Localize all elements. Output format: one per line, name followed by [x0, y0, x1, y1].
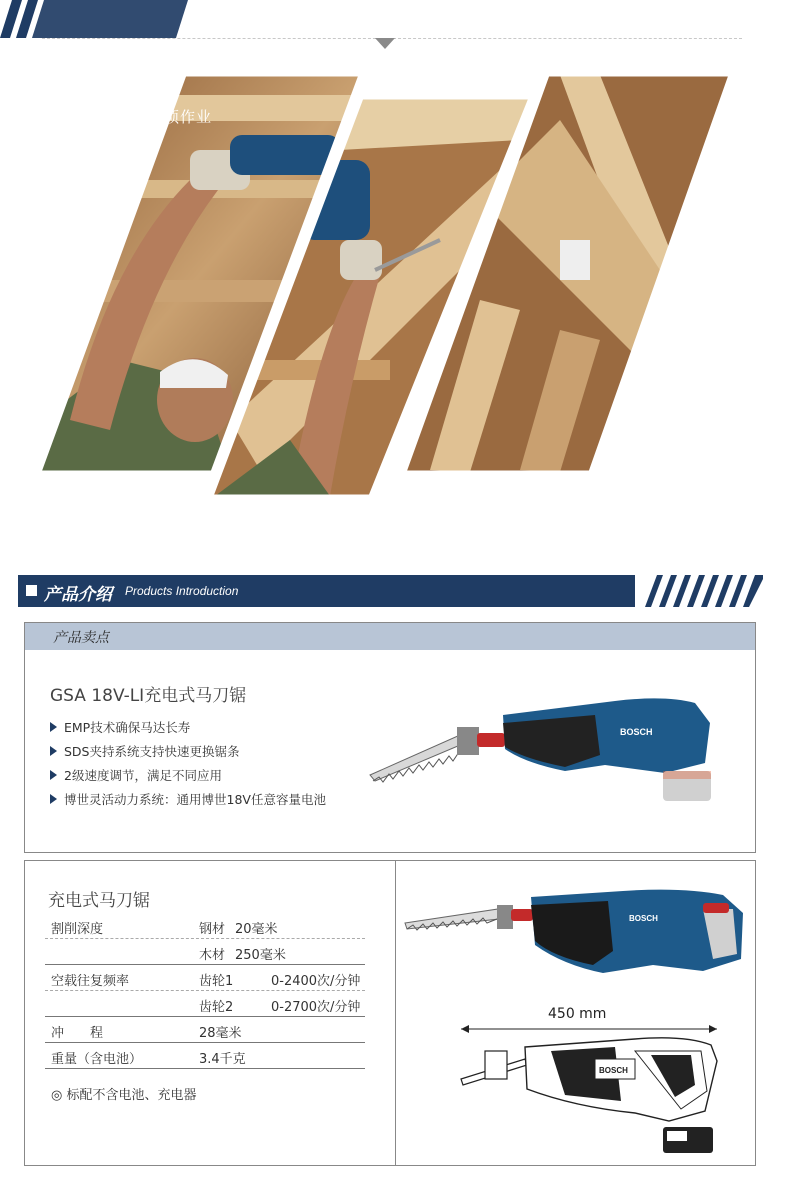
- triangle-bullet-icon: [50, 722, 57, 732]
- spec-label: 重量（含电池）: [51, 1052, 143, 1067]
- feature-text: SDS夹持系统支持快速更换锯条: [64, 744, 240, 759]
- spec-key: 3.4千克: [199, 1052, 246, 1067]
- spec-value: 20毫米: [235, 922, 278, 937]
- table-row: [45, 913, 365, 939]
- list-item: [50, 763, 326, 787]
- dimension-label: 450 mm: [548, 1006, 607, 1022]
- spec-value: 0-2400次/分钟: [271, 974, 361, 989]
- feature-text: 博世灵活动力系统：通用博世18V任意容量电池: [64, 792, 326, 807]
- reciprocating-saw-image: [365, 663, 715, 813]
- feature-text: EMP技术确保马达长寿: [64, 720, 191, 735]
- section-header: [18, 575, 763, 607]
- overhead-work-collage: [0, 0, 790, 520]
- product-name: GSA 18V-LI充电式马刀锯: [50, 686, 247, 706]
- header-stripes: [635, 575, 763, 607]
- banner-label: 头顶作业: [148, 108, 213, 126]
- spec-key: 木材: [199, 948, 226, 963]
- spec-label: 冲 程: [51, 1026, 104, 1041]
- list-item: [50, 715, 326, 739]
- spec-label: 空载往复频率: [51, 974, 130, 989]
- spec-table: [45, 913, 365, 1069]
- collage-photos: [0, 0, 790, 520]
- spec-key: 齿轮2: [199, 1000, 234, 1015]
- brand-logo: BOSCH: [620, 727, 653, 737]
- feature-list: [50, 715, 326, 811]
- table-row: [45, 965, 365, 991]
- spec-title: 充电式马刀锯: [48, 891, 150, 911]
- brand-logo: BOSCH: [629, 914, 658, 923]
- selling-points-panel: [24, 622, 756, 853]
- triangle-bullet-icon: [50, 746, 57, 756]
- table-row: [45, 1017, 365, 1043]
- section-subtitle: Products Introduction: [125, 584, 239, 598]
- dimension-drawing: [455, 1011, 725, 1156]
- section-title: 产品介绍: [44, 585, 112, 605]
- product-photo: [403, 879, 753, 994]
- triangle-bullet-icon: [50, 794, 57, 804]
- selling-points-title: 产品卖点: [53, 630, 109, 646]
- spec-note: ◎ 标配不含电池、充电器: [51, 1088, 197, 1103]
- table-row: [45, 991, 365, 1017]
- spec-value: 250毫米: [235, 948, 286, 963]
- table-row: [45, 1043, 365, 1069]
- square-bullet-icon: [26, 585, 37, 596]
- spec-value: 0-2700次/分钟: [271, 1000, 361, 1015]
- spec-label: 割削深度: [51, 922, 104, 937]
- specification-panel: [24, 860, 756, 1166]
- list-item: [50, 739, 326, 763]
- spec-key: 28毫米: [199, 1026, 242, 1041]
- selling-points-header: [25, 623, 755, 650]
- spec-key: 齿轮1: [199, 974, 234, 989]
- banner-stripes: [0, 0, 188, 38]
- table-row: [45, 939, 365, 965]
- vertical-divider: [395, 861, 396, 1165]
- triangle-bullet-icon: [50, 770, 57, 780]
- list-item: [50, 787, 326, 811]
- spec-key: 钢材: [199, 922, 226, 937]
- drawing-brand-logo: BOSCH: [599, 1066, 628, 1075]
- feature-text: 2级速度调节，满足不同应用: [64, 768, 222, 783]
